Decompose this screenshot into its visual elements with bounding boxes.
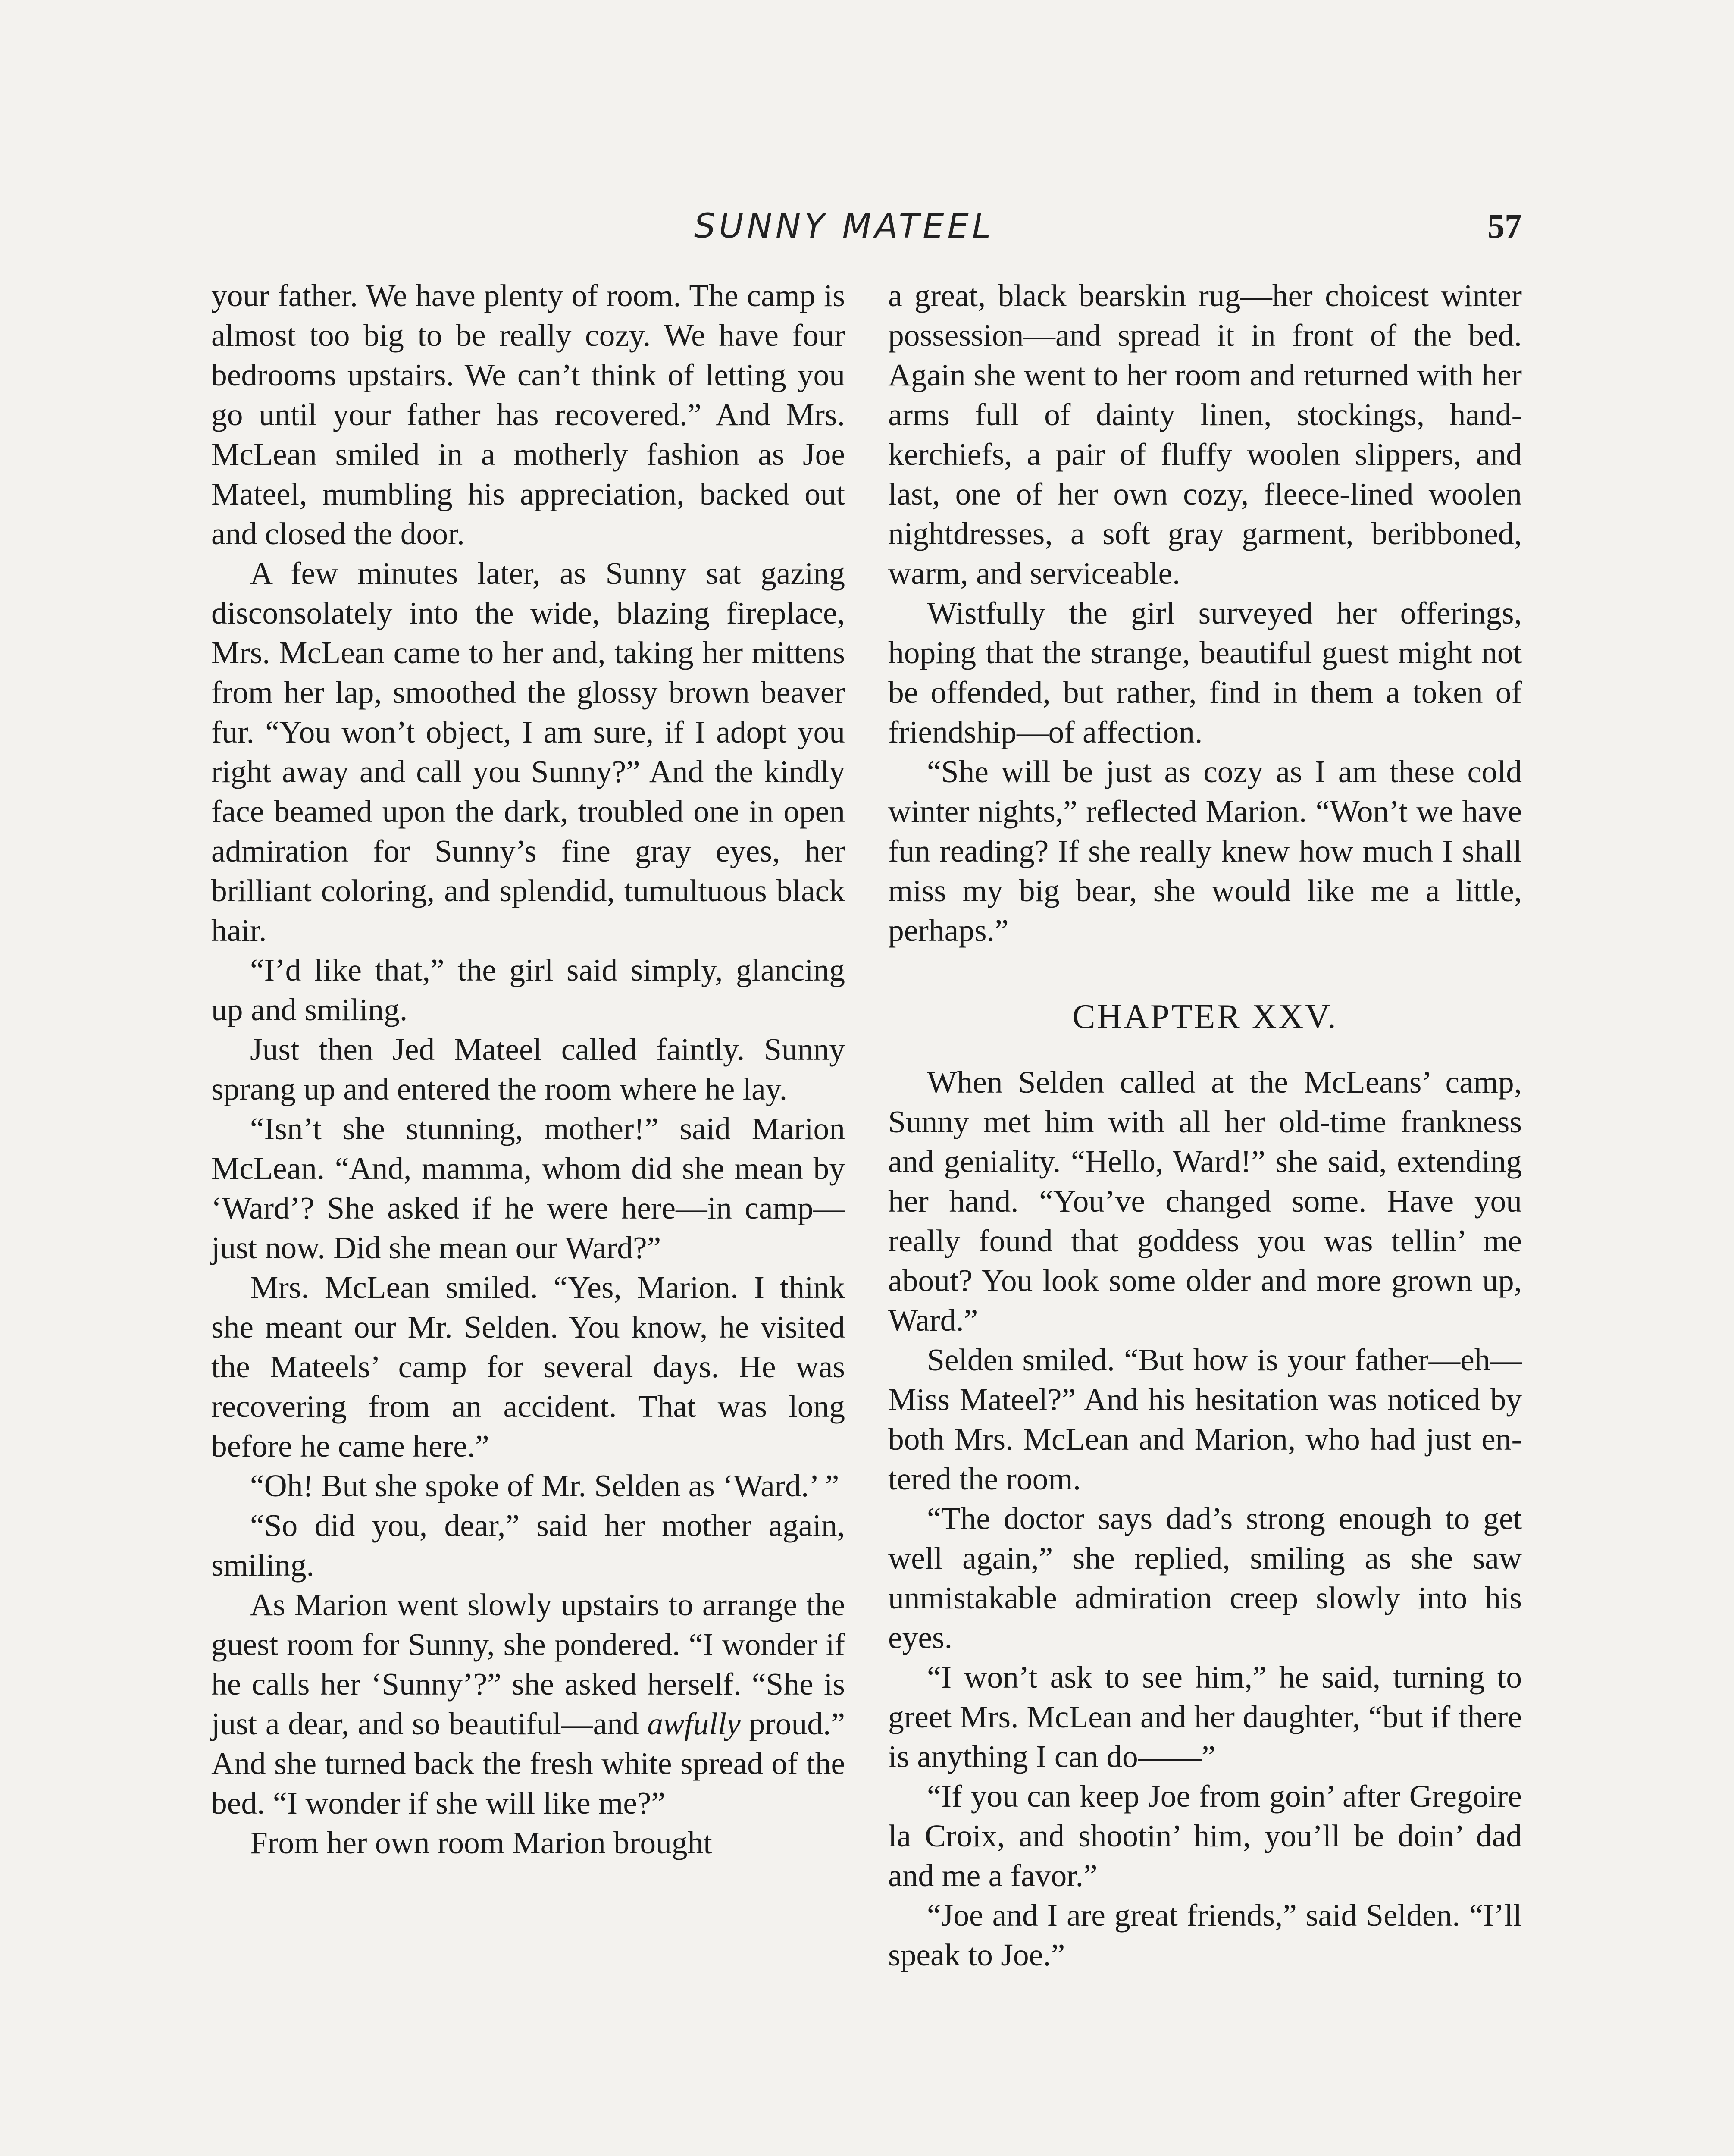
paragraph: Wistfully the girl surveyed her offerings, hoping that the strange, beautiful guest might not be offended, but rather, find in them a token of friendship—of affection. — [888, 595, 1522, 749]
paragraph: “Oh! But she spoke of Mr. Selden as ‘Ward.’ ” — [250, 1468, 839, 1503]
paragraph: When Selden called at the McLeans’ camp, Sunny met him with all her old-time frankness and geniality. “Hello, Ward!” she said, extending her hand. “You’ve changed some. Have you really found that goddess you was tellin’ me about? You look some older and more grown up, Ward.” — [888, 1065, 1522, 1338]
paragraph-text: proud.” And she turned back the fresh white spread of the bed. “I wonder if she will like me?” — [211, 1706, 845, 1821]
paragraph: From her own room Marion brought — [250, 1825, 712, 1860]
running-title: SUNNY MATEEL — [694, 207, 995, 246]
paragraph: “The doctor says dad’s strong enough to get well again,” she replied, smiling as she saw unmistakable admiration creep slowly into his eyes. — [888, 1501, 1522, 1655]
emphasis-text: awfully — [647, 1706, 741, 1741]
paragraph: “Isn’t she stunning, mother!” said Marion McLean. “And, mamma, whom did she mean by ‘Ward’? She asked if he were here—in camp—just now. Did she mean our Ward?” — [211, 1111, 845, 1265]
paragraph: “She will be just as cozy as I am these cold winter nights,” reflected Marion. “Won’t we have fun reading? If she really knew how much I shall miss my big bear, she would like me a little, perhaps.” — [888, 754, 1522, 948]
paragraph: “Joe and I are great friends,” said Selden. “I’ll speak to Joe.” — [888, 1898, 1522, 1972]
paragraph — [211, 1585, 845, 1823]
paragraph: “I won’t ask to see him,” he said, turning to greet Mrs. McLean and her daughter, “but if there is anything I can do——” — [888, 1660, 1522, 1774]
paragraph: your father. We have plenty of room. The camp is almost too big to be really cozy. We have four bedrooms upstairs. We can’t think of letting you go until your father has recovered.” And Mrs. McLean smiled in a motherly fashion as Joe Mateel, mumbling his appreciation, backed out and closed the door. — [211, 278, 845, 551]
paragraph: “I’d like that,” the girl said simply, glancing up and smiling. — [211, 953, 845, 1027]
right-column — [888, 276, 1522, 1975]
page-number: 57 — [1487, 207, 1522, 245]
paragraph: a great, black bearskin rug—her choicest winter possession—and spread it in front of the bed. Again she went to her room and returned with her arms full of dainty linen, stockings, handkerchiefs, a pair of fluffy woolen slippers, and last, one of her own cozy, fleece-lined woolen nightdresses, a soft gray garment, beribboned, warm, and serviceable. — [888, 278, 1522, 591]
paragraph: Just then Jed Mateel called faintly. Sunny sprang up and entered the room where he lay. — [211, 1032, 845, 1106]
chapter-heading: CHAPTER XXV. — [1072, 998, 1338, 1036]
paragraph: “If you can keep Joe from goin’ after Gregoire la Croix, and shootin’ him, you’ll be doin’ dad and me a favor.” — [888, 1779, 1522, 1893]
paragraph: “So did you, dear,” said her mother again, smiling. — [211, 1508, 845, 1583]
paragraph: Selden smiled. “But how is your father—eh—Miss Mateel?” And his hesitation was noticed by both Mrs. McLean and Marion, who had just entered the room. — [888, 1342, 1522, 1496]
paragraph: A few minutes later, as Sunny sat gazing disconsolately into the wide, blazing fireplace, Mrs. McLean came to her and, taking her mittens from her lap, smoothed the glossy brown beaver fur. “You won’t object, I am sure, if I adopt you right away and call you Sunny?” And the kindly face beamed upon the dark, troubled one in open admiration for Sunny’s fine gray eyes, her brilliant coloring, and splendid, tumultuous black hair. — [211, 556, 845, 948]
paragraph: Mrs. McLean smiled. “Yes, Marion. I think she meant our Mr. Selden. You know, he visited the Mateels’ camp for several days. He was recovering from an accident. That was long before he came here.” — [211, 1270, 845, 1463]
left-column — [211, 276, 845, 1863]
paragraph-text: As Marion went slowly upstairs to arrange the guest room for Sunny, she pondered. “I wonder if he calls her ‘Sunny’?” she asked herself. “She is just a dear, and so beautiful—and — [211, 1587, 845, 1741]
running-head — [0, 203, 1734, 250]
